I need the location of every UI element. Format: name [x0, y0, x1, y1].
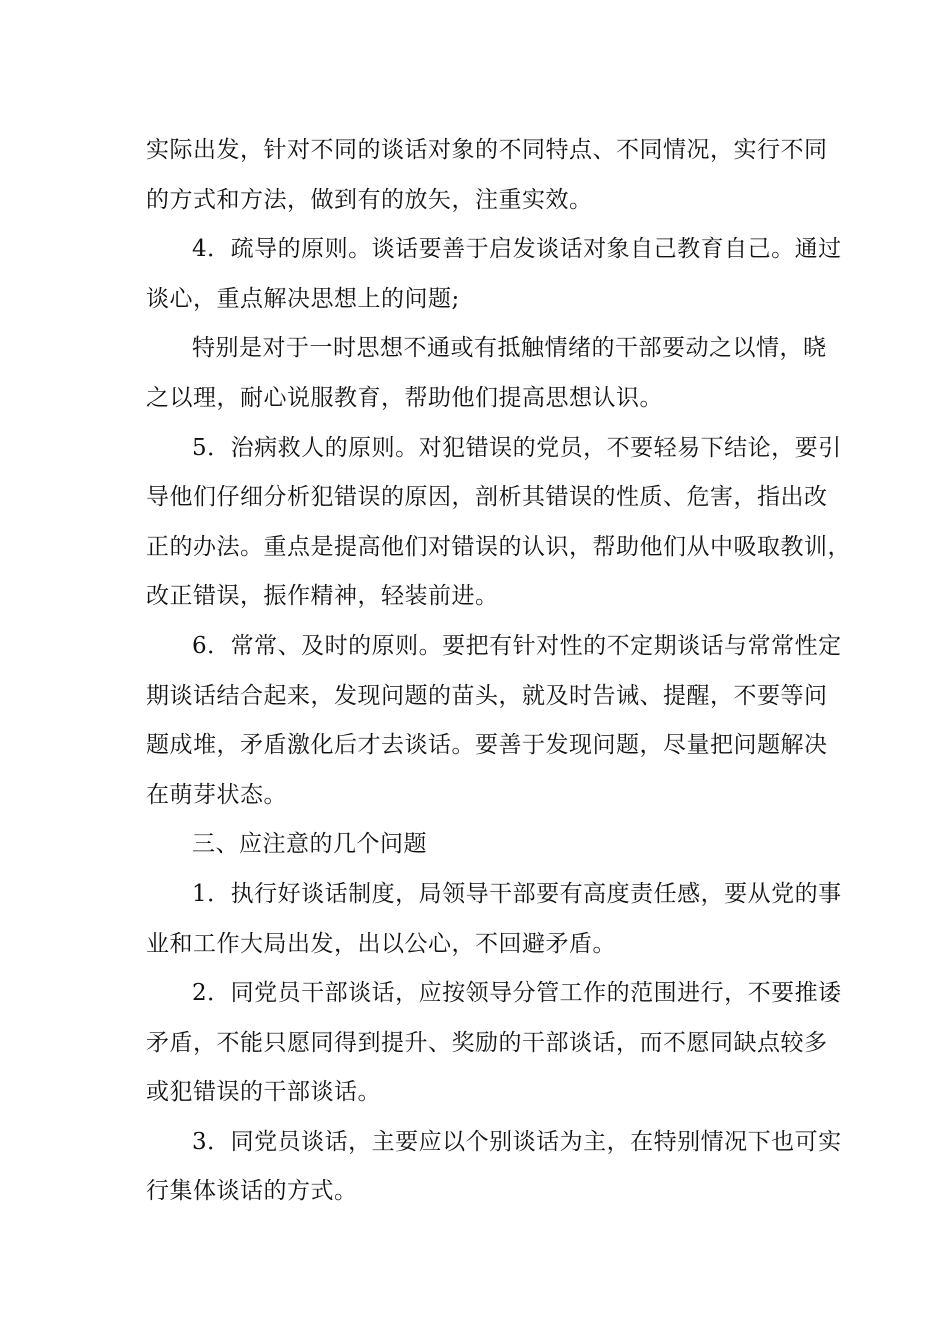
text-line: 题成堆，矛盾激化后才去谈话。要善于发现问题，尽量把问题解决 [146, 732, 828, 759]
text-line: 正的办法。重点是提高他们对错误的认识，帮助他们从中吸取教训， [146, 533, 851, 560]
section-heading: 三、应注意的几个问题 [192, 831, 427, 858]
text-line: 2．同党员干部谈话，应按领导分管工作的范围进行，不要推诿 [192, 980, 842, 1007]
text-line: 实际出发，针对不同的谈话对象的不同特点、不同情况，实行不同 [146, 137, 828, 163]
text-line: 之以理，耐心说服教育，帮助他们提高思想认识。 [146, 384, 663, 411]
text-line: 谈心，重点解决思想上的问题; [146, 285, 460, 312]
text-line: 特别是对于一时思想不通或有抵触情绪的干部要动之以情，晓 [192, 335, 827, 362]
document-body [146, 126, 851, 1217]
text-line: 在萌芽状态。 [146, 781, 287, 808]
text-line: 期谈话结合起来，发现问题的苗头，就及时告诫、提醒，不要等问 [146, 682, 828, 709]
text-line: 行集体谈话的方式。 [146, 1178, 358, 1205]
text-line: 4．疏导的原则。谈话要善于启发谈话对象自己教育自己。通过 [192, 236, 842, 263]
text-line: 导他们仔细分析犯错误的原因，剖析其错误的性质、危害，指出改 [146, 484, 828, 511]
text-line: 业和工作大局出发，出以公心，不回避矛盾。 [146, 930, 616, 957]
text-line: 改正错误，振作精神，轻装前进。 [146, 583, 499, 610]
text-line: 1．执行好谈话制度，局领导干部要有高度责任感，要从党的事 [192, 880, 842, 907]
text-line: 3．同党员谈话，主要应以个别谈话为主，在特别情况下也可实 [192, 1128, 842, 1155]
text-line: 5．治病救人的原则。对犯错误的党员，不要轻易下结论，要引 [192, 434, 842, 461]
text-line: 6．常常、及时的原则。要把有针对性的不定期谈话与常常性定 [192, 632, 842, 659]
text-line: 矛盾，不能只愿同得到提升、奖励的干部谈话，而不愿同缺点较多 [146, 1029, 828, 1056]
text-line: 或犯错误的干部谈话。 [146, 1079, 381, 1106]
text-line: 的方式和方法，做到有的放矢，注重实效。 [146, 186, 593, 213]
